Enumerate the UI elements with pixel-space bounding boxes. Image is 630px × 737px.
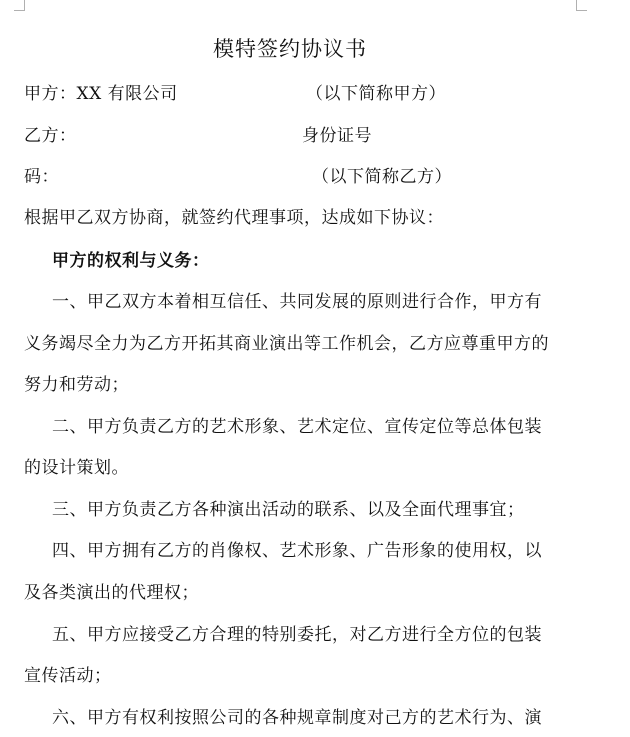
party-a-note: （以下简称甲方） (306, 84, 446, 104)
clause-1-line-1: 一、甲乙双方本着相互信任、共同发展的原则进行合作，甲方有 (52, 292, 542, 312)
party-b-label: 乙方： (24, 126, 77, 146)
party-b-note: （以下简称乙方） (312, 167, 452, 187)
section-heading: 甲方的权利与义务： (52, 251, 210, 271)
clause-5-line-1: 五、甲方应接受乙方合理的特别委托，对乙方进行全方位的包装 (52, 625, 542, 645)
clause-5-line-2: 宣传活动； (24, 666, 112, 686)
clause-6-line-1: 六、甲方有权利按照公司的各种规章制度对己方的艺术行为、演 (52, 708, 542, 728)
party-b-id-continued: 码： (24, 167, 59, 187)
clause-1-line-2: 义务竭尽全力为乙方开拓其商业演出等工作机会，乙方应尊重甲方的 (24, 334, 549, 354)
document-title: 模特签约协议书 (213, 37, 367, 61)
clause-4-line-2: 及各类演出的代理权； (24, 583, 199, 603)
intro-paragraph: 根据甲乙双方协商，就签约代理事项，达成如下协议： (24, 208, 444, 228)
party-a-label: 甲方：XX 有限公司 (24, 84, 178, 104)
clause-2-line-2: 的设计策划。 (24, 458, 129, 478)
crop-mark-top-right (576, 0, 587, 11)
crop-mark-top-left (14, 0, 25, 11)
clause-4-line-1: 四、甲方拥有乙方的肖像权、艺术形象、广告形象的使用权，以 (52, 541, 542, 561)
clause-3-line-1: 三、甲方负责乙方各种演出活动的联系、以及全面代理事宜； (52, 500, 525, 520)
party-b-id-label: 身份证号 (302, 126, 372, 146)
clause-1-line-3: 努力和劳动； (24, 375, 129, 395)
clause-2-line-1: 二、甲方负责乙方的艺术形象、艺术定位、宣传定位等总体包装 (52, 417, 542, 437)
